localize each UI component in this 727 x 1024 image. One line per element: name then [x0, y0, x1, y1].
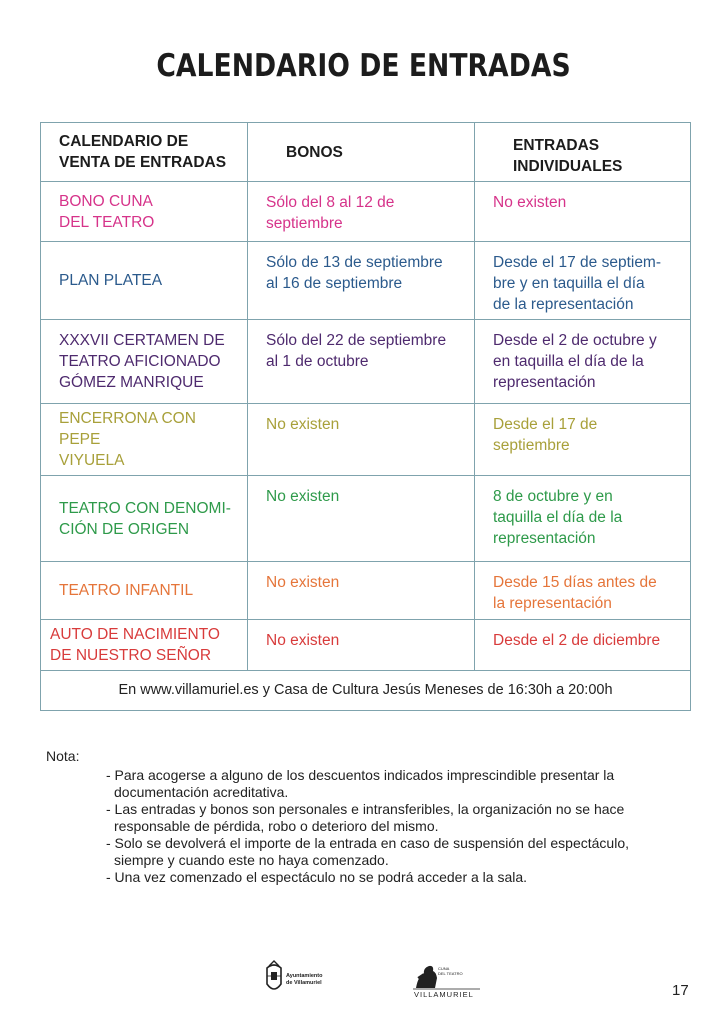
row-individuales: No existen — [475, 182, 691, 242]
notes-section — [46, 748, 686, 886]
cuna-del-teatro-logo — [410, 958, 490, 1002]
row-bonos: No existen — [248, 562, 475, 620]
note-item: - Las entradas y bonos son personales e intransferibles, la organización no se hace responsable de pérdida, robo o deterioro del mismo. — [106, 801, 625, 834]
table-footer: En www.villamuriel.es y Casa de Cultura Jesús Meneses de 16:30h a 20:00h — [41, 671, 691, 711]
svg-text:de Villamuriel: de Villamuriel — [286, 980, 322, 986]
row-name: XXXVII CERTAMEN DE TEATRO AFICIONADO GÓMEZ MANRIQUE — [41, 320, 248, 404]
header-bonos: BONOS — [248, 123, 475, 182]
row-individuales: Desde el 17 de septiem- bre y en taquilla el día de la representación — [475, 242, 691, 320]
header-individuales: ENTRADAS INDIVIDUALES — [475, 123, 691, 182]
note-item: - Para acogerse a alguno de los descuentos indicados imprescindible presentar la documentación acreditativa. — [106, 767, 615, 800]
table-row — [41, 242, 691, 320]
row-individuales: Desde 15 días antes de la representación — [475, 562, 691, 620]
coat-of-arms-icon — [262, 960, 342, 1000]
row-individuales: 8 de octubre y en taquilla el día de la representación — [475, 476, 691, 562]
table-row — [41, 562, 691, 620]
row-name: TEATRO INFANTIL — [41, 562, 248, 620]
note-item: - Solo se devolverá el importe de la entrada en caso de suspensión del espectáculo, siempre y cuando este no haya comenzado. — [106, 835, 629, 868]
notes-list — [46, 767, 686, 886]
row-name: PLAN PLATEA — [41, 242, 248, 320]
row-bonos: No existen — [248, 404, 475, 476]
row-name: AUTO DE NACIMIENTO DE NUESTRO SEÑOR — [41, 620, 248, 671]
row-name: BONO CUNA DEL TEATRO — [41, 182, 248, 242]
table-footer-row — [41, 671, 691, 711]
svg-text:DEL TEATRO: DEL TEATRO — [438, 971, 463, 976]
table-row — [41, 620, 691, 671]
row-individuales: Desde el 2 de octubre y en taquilla el día de la representación — [475, 320, 691, 404]
table-row — [41, 182, 691, 242]
header-calendar: CALENDARIO DE VENTA DE ENTRADAS — [41, 123, 248, 182]
footer-logos — [0, 958, 727, 1008]
ticket-calendar-table — [40, 122, 691, 711]
row-bonos: Sólo de 13 de septiembre al 16 de septiembre — [248, 242, 475, 320]
row-individuales: Desde el 2 de diciembre — [475, 620, 691, 671]
svg-text:CUNA: CUNA — [438, 966, 450, 971]
notes-label: Nota: — [46, 748, 80, 764]
table-row — [41, 476, 691, 562]
row-name: TEATRO CON DENOMI- CIÓN DE ORIGEN — [41, 476, 248, 562]
table-header-row — [41, 123, 691, 182]
svg-text:VILLAMURIEL: VILLAMURIEL — [414, 990, 474, 999]
theater-figure-icon — [410, 958, 490, 1002]
table-row — [41, 404, 691, 476]
row-bonos: No existen — [248, 476, 475, 562]
row-bonos: Sólo del 22 de septiembre al 1 de octubre — [248, 320, 475, 404]
table-row — [41, 320, 691, 404]
note-item: - Una vez comenzado el espectáculo no se podrá acceder a la sala. — [106, 869, 528, 885]
row-bonos: No existen — [248, 620, 475, 671]
page-title: CALENDARIO DE ENTRADAS — [156, 48, 571, 84]
page-number: 17 — [672, 982, 689, 999]
row-name: ENCERRONA CON PEPE VIYUELA — [41, 404, 248, 476]
row-bonos: Sólo del 8 al 12 de septiembre — [248, 182, 475, 242]
ayuntamiento-logo-text: Ayuntamiento — [286, 973, 323, 979]
ayuntamiento-logo — [262, 960, 342, 1000]
row-individuales: Desde el 17 de septiembre — [475, 404, 691, 476]
